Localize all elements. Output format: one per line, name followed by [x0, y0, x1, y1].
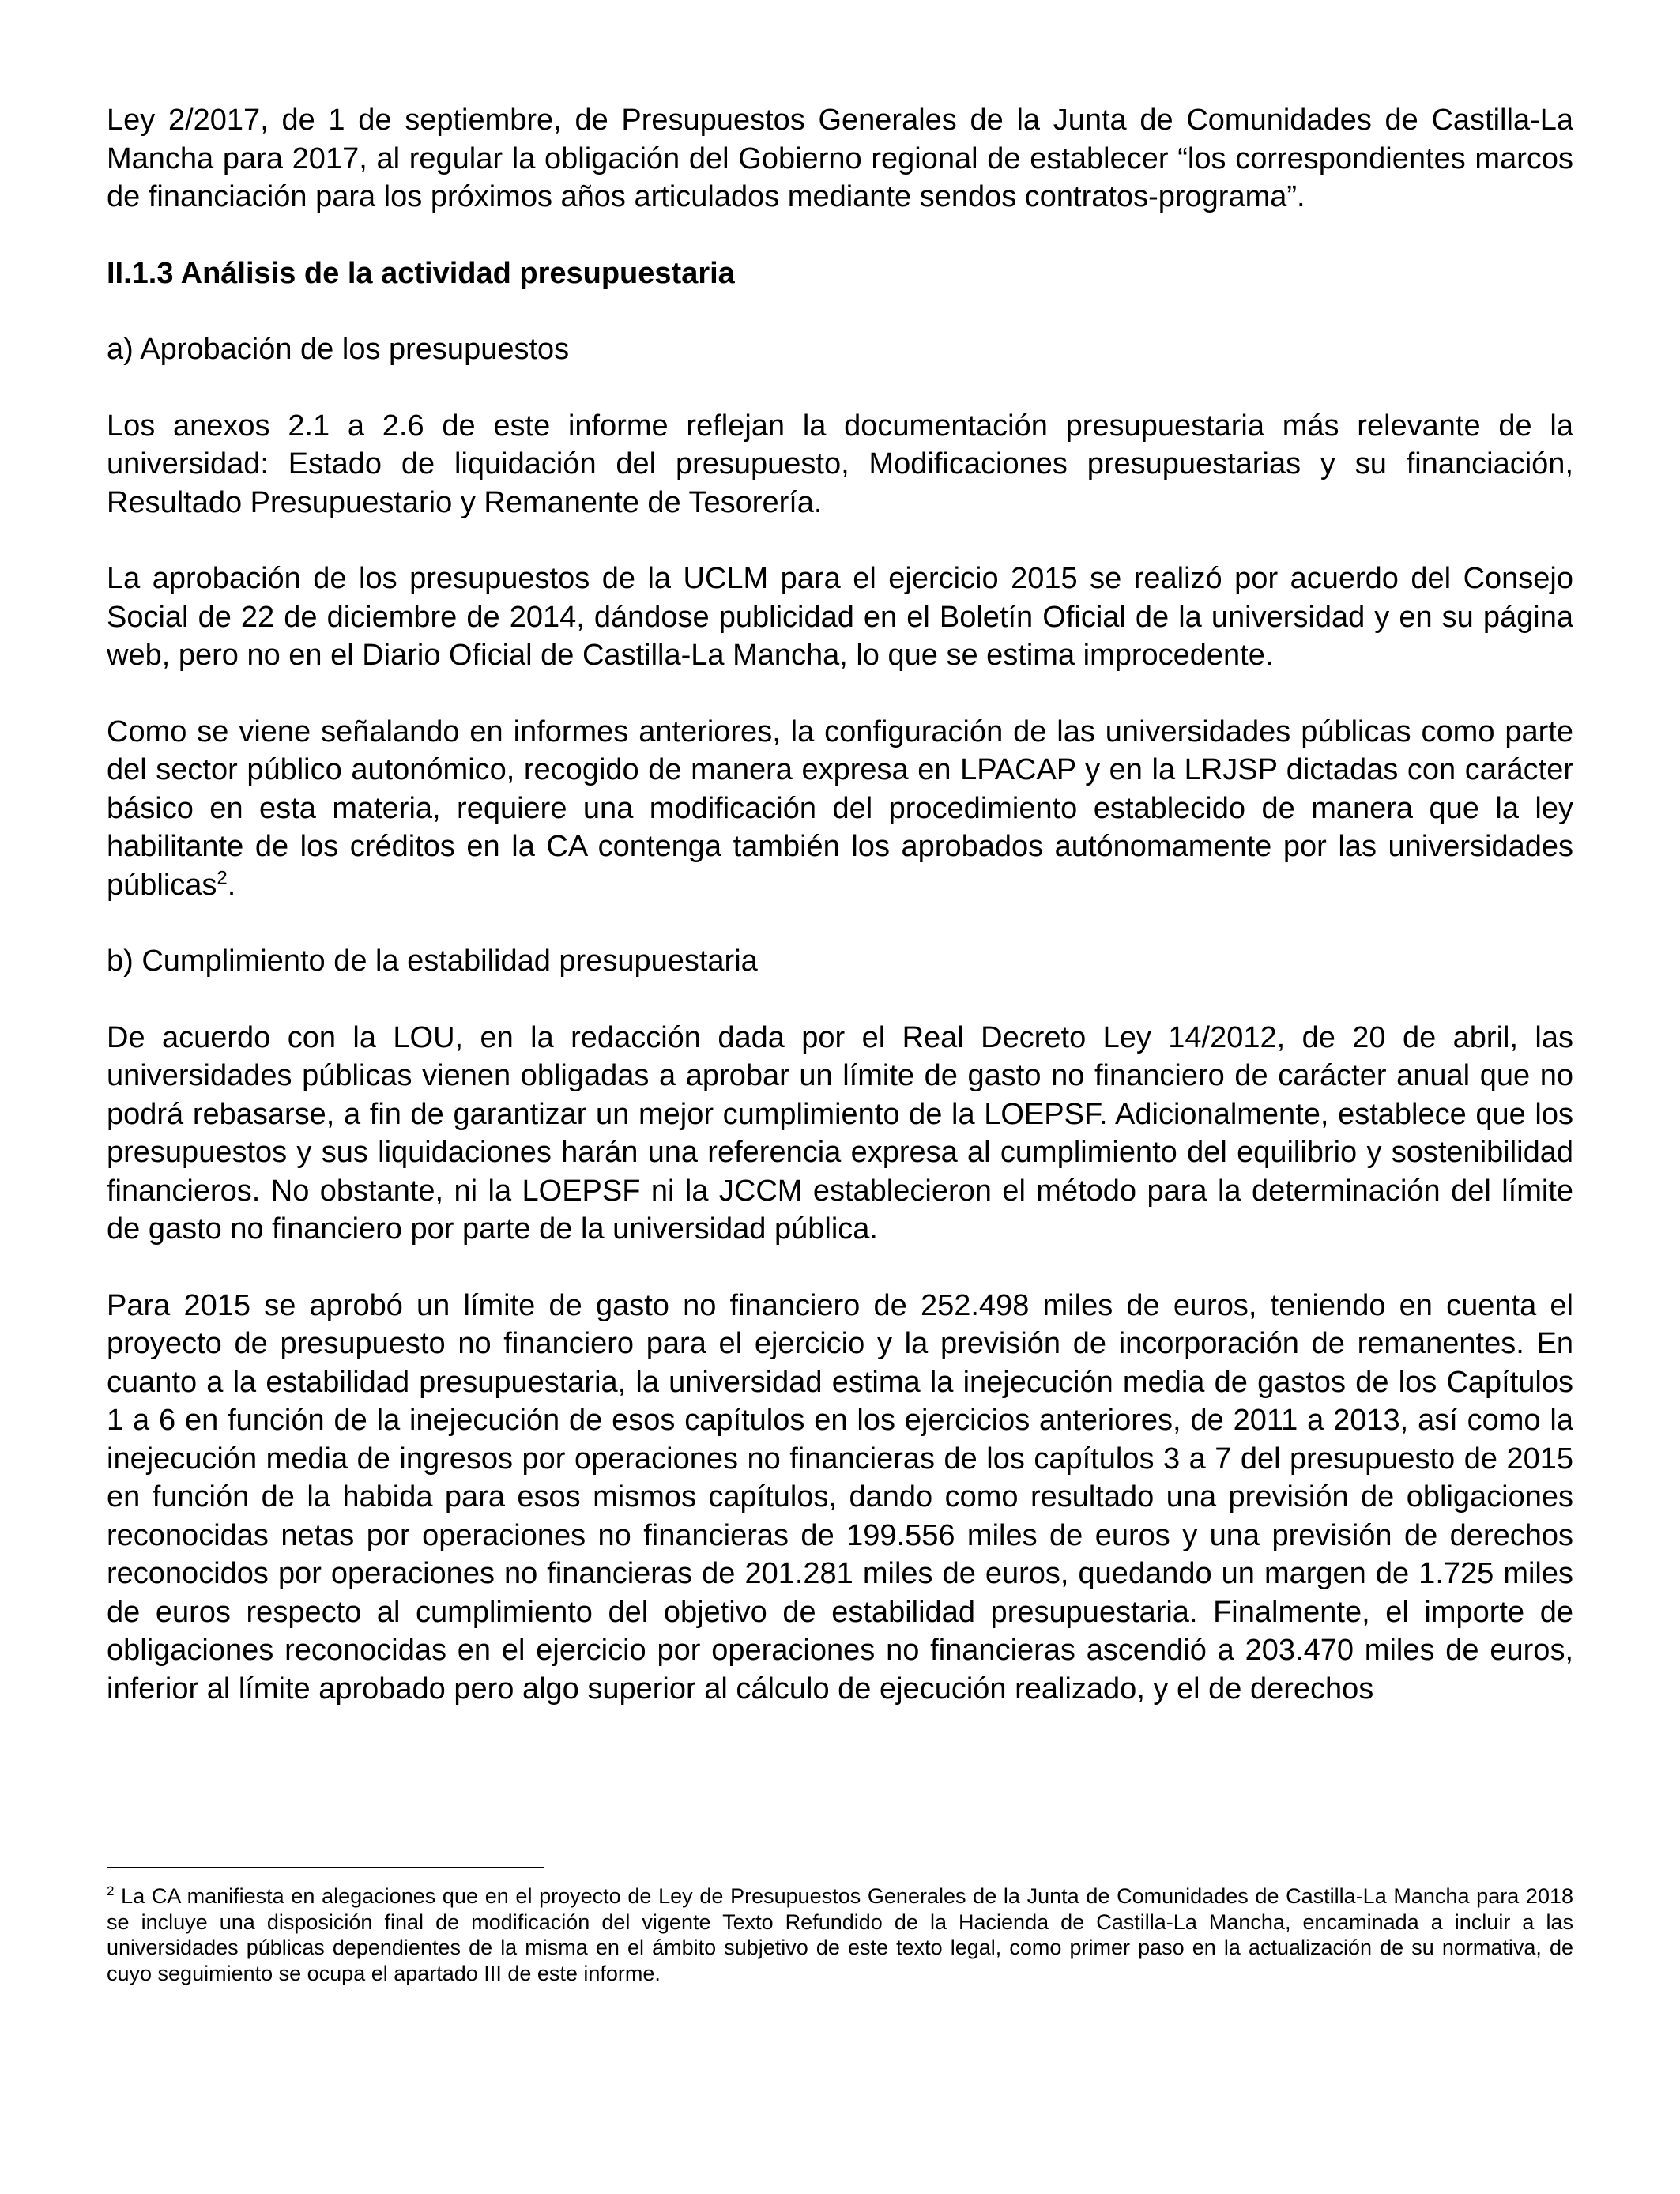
- paragraph-ley-2-2017: Ley 2/2017, de 1 de septiembre, de Presupuestos Generales de la Junta de Comunidades de Castilla-La Mancha para 2017, al regular la obligación del Gobierno regional de establecer “los correspondientes marcos de financiación para los próximos años articulados mediante sendos contratos-programa”.: [107, 104, 1573, 213]
- subheading-estabilidad: b) Cumplimiento de la estabilidad presupuestaria: [107, 944, 758, 978]
- footnote-separator: [107, 1867, 544, 1868]
- paragraph-configuracion: [107, 713, 1573, 905]
- footnote-reference[interactable]: 2: [217, 866, 228, 888]
- paragraph-configuracion-end: .: [227, 868, 236, 902]
- document-body: [107, 101, 1573, 1708]
- subheading-aprobacion: a) Aprobación de los presupuestos: [107, 333, 570, 366]
- paragraph-limite-gasto: Para 2015 se aprobó un límite de gasto no financiero de 252.498 miles de euros, teniendo en cuenta el proyecto de presupuesto no financiero para el ejercicio y la previsión de incorporación de remanentes. En cuanto a la estabilidad presupuestaria, la universidad estima la inejecución media de gastos de los Capítulos 1 a 6 en función de la inejecución de esos capítulos en los ejercicios anteriores, de 2011 a 2013, así como la inejecución media de ingresos por operaciones no financieras de los capítulos 3 a 7 del presupuesto de 2015 en función de la habida para esos mismos capítulos, dando como resultado una previsión de obligaciones reconocidas netas por operaciones no financieras de 199.556 miles de euros y una previsión de derechos reconocidos por operaciones no financieras de 201.281 miles de euros, quedando un margen de 1.725 miles de euros respecto al cumplimiento del objetivo de estabilidad presupuestaria. Finalmente, el importe de obligaciones reconocidas en el ejercicio por operaciones no financieras ascendió a 203.470 miles de euros, inferior al límite aprobado pero algo superior al cálculo de ejecución realizado, y el de derechos: [107, 1288, 1573, 1706]
- footnote: [107, 1883, 1573, 1986]
- paragraph-configuracion-text: Como se viene señalando en informes anteriores, la configuración de las universidades públicas como parte del sector público autonómico, recogido de manera expresa en LPACAP y en la LRJSP dictadas con carácter básico en esta materia, requiere una modificación del procedimiento establecido de manera que la ley habilitante de los créditos en la CA contenga también los aprobados autónomamente por las universidades públicas: [107, 714, 1573, 902]
- paragraph-anexos: Los anexos 2.1 a 2.6 de este informe reflejan la documentación presupuestaria más relevante de la universidad: Estado de liquidación del presupuesto, Modificaciones presupuestarias y su financiación, Resultado Presupuestario y Remanente de Tesorería.: [107, 409, 1573, 519]
- section-heading: II.1.3 Análisis de la actividad presupuestaria: [107, 256, 735, 290]
- paragraph-lou: De acuerdo con la LOU, en la redacción dada por el Real Decreto Ley 14/2012, de 20 de abril, las universidades públicas vienen obligadas a aprobar un límite de gasto no financiero de carácter anual que no podrá rebasarse, a fin de garantizar un mejor cumplimiento de la LOEPSF. Adicionalmente, establece que los presupuestos y sus liquidaciones harán una referencia expresa al cumplimiento del equilibrio y sostenibilidad financieros. No obstante, ni la LOEPSF ni la JCCM establecieron el método para la determinación del límite de gasto no financiero por parte de la universidad pública.: [107, 1020, 1573, 1246]
- paragraph-aprobacion-uclm: La aprobación de los presupuestos de la UCLM para el ejercicio 2015 se realizó por acuerdo del Consejo Social de 22 de diciembre de 2014, dándose publicidad en el Boletín Oficial de la universidad y en su página web, pero no en el Diario Oficial de Castilla-La Mancha, lo que se estima improcedente.: [107, 562, 1573, 672]
- footnote-text: La CA manifiesta en alegaciones que en el proyecto de Ley de Presupuestos Generales de la Junta de Comunidades de Castilla-La Mancha para 2018 se incluye una disposición final de modificación del vigente Texto Refundido de la Hacienda de Castilla-La Mancha, encaminada a incluir a las universidades públicas dependientes de la misma en el ámbito subjetivo de este texto legal, como primer paso en la actualización de su normativa, de cuyo seguimiento se ocupa el apartado III de este informe.: [107, 1884, 1573, 1985]
- footnote-number: 2: [107, 1883, 115, 1898]
